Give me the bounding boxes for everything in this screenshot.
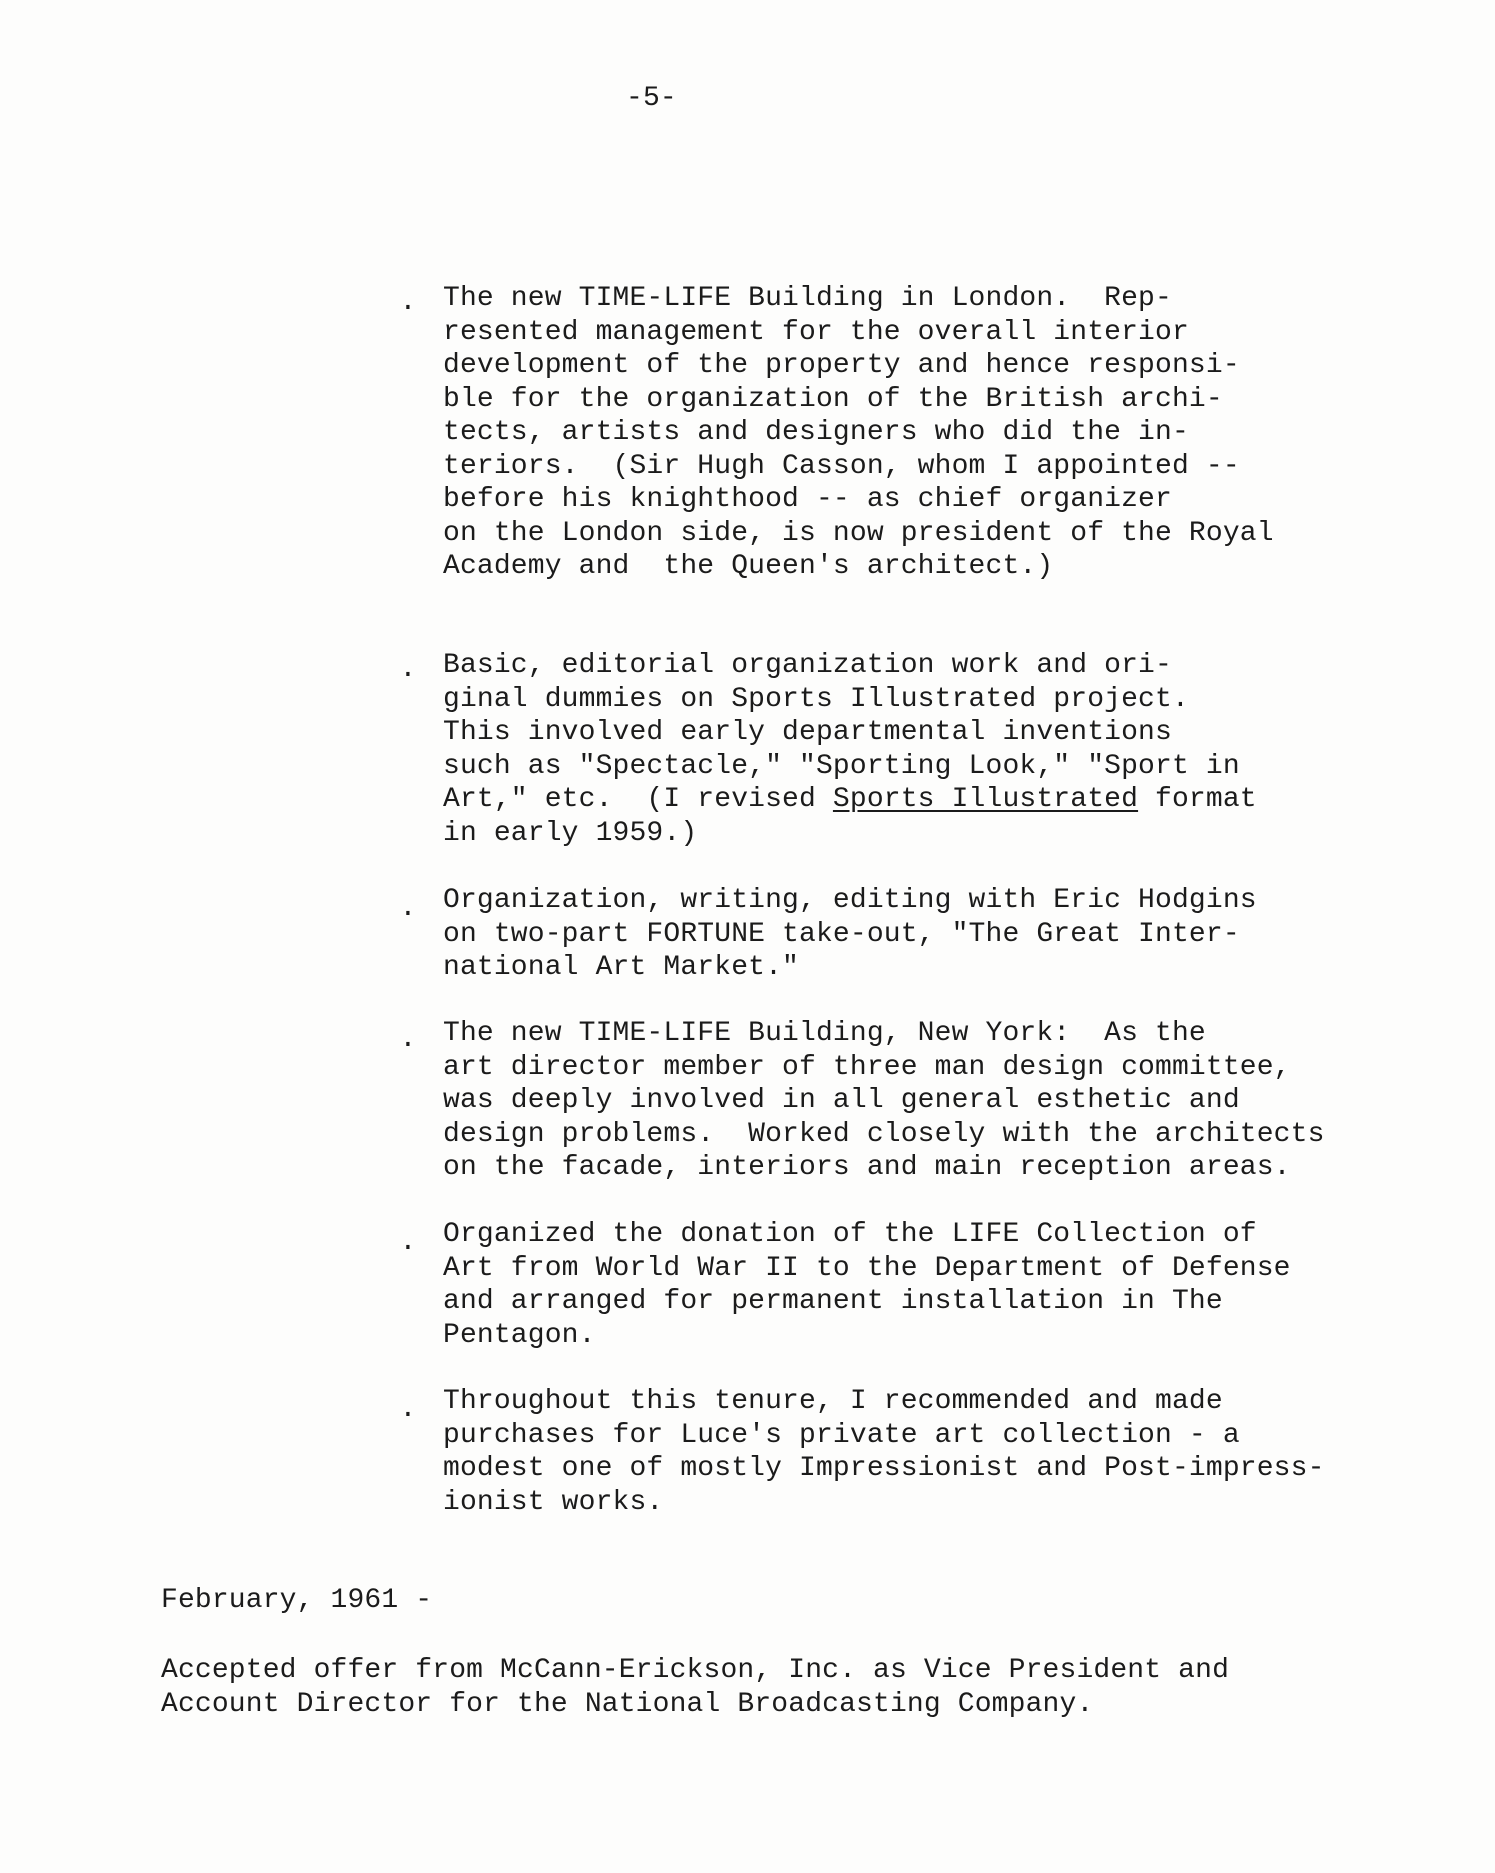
bullet-line: in early 1959.) (443, 817, 698, 849)
bullet-line: The new TIME-LIFE Building, New York: As the (443, 1018, 1206, 1049)
bullet-line: on the London side, is now president of the Royal (443, 517, 1274, 549)
bullet-line: ble for the organization of the British archi- (443, 383, 1223, 415)
paragraph-line: Account Director for the National Broadcasting Company. (161, 1688, 1094, 1720)
bullet-marker: . (399, 654, 417, 685)
bullet-line: Organization, writing, editing with Eric Hodgins (443, 885, 1257, 916)
bullet-text (443, 884, 1343, 985)
bullet-line: purchases for Luce's private art collection - a (443, 1419, 1240, 1451)
bullet-text (443, 1218, 1343, 1352)
bullet-line: Academy and the Queen's architect.) (443, 551, 1054, 582)
bullet-line: design problems. Worked closely with the architects (443, 1118, 1325, 1150)
bullet-line: development of the property and hence responsi- (443, 350, 1240, 381)
bullet-line: Art from World War II to the Department of Defense (443, 1252, 1291, 1284)
bullet-line: on the facade, interiors and main reception areas. (443, 1152, 1291, 1183)
bullet-line: national Art Market." (443, 952, 800, 983)
bullet-text (443, 1385, 1343, 1519)
bullet-line: art director member of three man design committee, (443, 1051, 1291, 1083)
bullet-line-start: Art," etc. (I revised (443, 784, 833, 815)
date-heading: February, 1961 - (161, 1585, 433, 1616)
bullet-text (443, 1017, 1343, 1185)
bullet-line: The new TIME-LIFE Building in London. Rep- (443, 283, 1172, 314)
bullet-line: and arranged for permanent installation in The (443, 1286, 1223, 1317)
bullet-marker: . (399, 287, 417, 318)
bullet-line: This involved early departmental inventions (443, 717, 1172, 748)
bullet-line: Basic, editorial organization work and ori- (443, 650, 1172, 681)
bullet-line: was deeply involved in all general esthetic and (443, 1085, 1240, 1116)
bullet-line: teriors. (Sir Hugh Casson, whom I appointed -- (443, 450, 1240, 482)
bullet-line: on two-part FORTUNE take-out, "The Great Inter- (443, 918, 1240, 950)
bullet-line: such as "Spectacle," "Sporting Look," "Sport in (443, 750, 1240, 782)
bullet-line: before his knighthood -- as chief organizer (443, 484, 1172, 515)
paragraph-line: Accepted offer from McCann-Erickson, Inc. as Vice President and (161, 1655, 1230, 1686)
bullet-marker: . (399, 1024, 417, 1055)
bullet-text (443, 282, 1343, 584)
bullet-marker: . (399, 1394, 417, 1425)
bullet-text (443, 649, 1343, 850)
bullet-line: Pentagon. (443, 1319, 596, 1351)
page-number: -5- (626, 83, 677, 114)
underlined-title: Sports Illustrated (832, 784, 1139, 815)
bullet-marker: . (399, 1227, 417, 1258)
bullet-line: Throughout this tenure, I recommended and made (443, 1386, 1223, 1417)
bullet-line-end: format (1138, 784, 1257, 815)
bullet-line: Organized the donation of the LIFE Collection of (443, 1219, 1257, 1250)
bullet-line: ionist works. (443, 1486, 664, 1518)
bullet-line (443, 783, 1343, 817)
bullet-line: ginal dummies on Sports Illustrated project. (443, 683, 1189, 715)
bullet-line: resented management for the overall interior (443, 316, 1189, 348)
bullet-marker: . (399, 893, 417, 924)
final-paragraph (161, 1654, 1361, 1721)
bullet-line: tects, artists and designers who did the in- (443, 417, 1189, 448)
bullet-line: modest one of mostly Impressionist and Post-impress- (443, 1453, 1325, 1484)
